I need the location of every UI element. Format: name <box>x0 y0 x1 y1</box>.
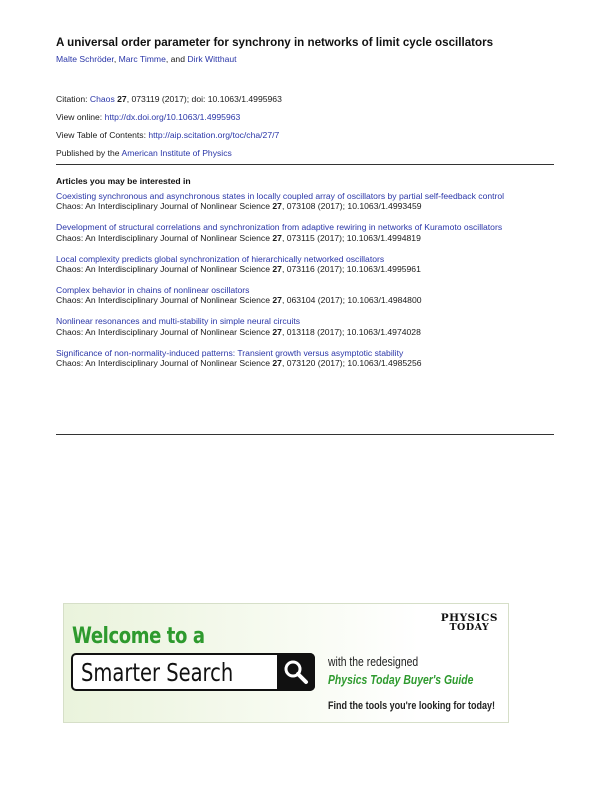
ad-search-box <box>71 653 315 691</box>
author-list <box>56 54 237 64</box>
view-online-label: View online: <box>56 112 105 122</box>
citation-rest: , 073119 (2017); doi: 10.1063/1.4995963 <box>126 94 282 104</box>
related-article <box>56 191 554 212</box>
published-by-line <box>56 144 282 162</box>
physics-today-logo: PHYSICS TODAY <box>440 612 498 633</box>
advertisement-banner[interactable] <box>63 603 509 723</box>
related-article-link[interactable]: Local complexity predicts global synchronization of hierarchically networked oscillators <box>56 253 385 264</box>
related-article <box>56 254 554 275</box>
ad-product-name: Physics Today Buyer's Guide <box>328 672 474 687</box>
citation-line <box>56 90 282 108</box>
ad-tagline: with the redesigned <box>328 654 419 669</box>
related-article-citation: Chaos: An Interdisciplinary Journal of Nonlinear Science 27, 073116 (2017); 10.1063/1.4995961 <box>56 264 421 275</box>
citation-label: Citation: <box>56 94 90 104</box>
ad-search-text: Smarter Search <box>81 658 234 687</box>
view-toc-label: View Table of Contents: <box>56 130 149 140</box>
published-by-label: Published by the <box>56 148 122 158</box>
author-link[interactable]: Dirk Witthaut <box>187 54 237 64</box>
ad-call-to-action: Find the tools you're looking for today! <box>328 700 496 712</box>
article-metadata <box>56 90 282 162</box>
related-article-citation: Chaos: An Interdisciplinary Journal of Nonlinear Science 27, 073120 (2017); 10.1063/1.4985256 <box>56 357 422 368</box>
citation-volume: 27 <box>117 94 127 104</box>
related-articles-heading: Articles you may be interested in <box>56 176 191 186</box>
divider <box>56 434 554 435</box>
divider <box>56 164 554 165</box>
related-article <box>56 222 554 243</box>
related-article <box>56 316 554 337</box>
view-toc-line <box>56 126 282 144</box>
author-separator: , <box>113 54 119 64</box>
paper-title: A universal order parameter for synchrony in networks of limit cycle oscillators <box>56 36 494 49</box>
related-article-link[interactable]: Nonlinear resonances and multi-stability in simple neural circuits <box>56 316 301 327</box>
related-article-link[interactable]: Development of structural correlations and synchronization from adaptive rewiring in networks of Kuramoto oscillators <box>56 222 503 233</box>
journal-link[interactable]: Chaos <box>89 94 115 104</box>
related-article-citation: Chaos: An Interdisciplinary Journal of Nonlinear Science 27, 013118 (2017); 10.1063/1.4974028 <box>56 326 421 337</box>
magnifier-icon <box>277 653 315 691</box>
related-article-citation: Chaos: An Interdisciplinary Journal of Nonlinear Science 27, 073115 (2017); 10.1063/1.4994819 <box>56 232 421 243</box>
publisher-link[interactable]: American Institute of Physics <box>121 148 232 158</box>
related-article <box>56 285 554 306</box>
author-link[interactable]: Marc Timme <box>118 54 166 64</box>
related-article-link[interactable]: Complex behavior in chains of nonlinear oscillators <box>56 284 250 295</box>
related-article-link[interactable]: Significance of non-normality-induced patterns: Transient growth versus asymptotic stability <box>56 347 404 358</box>
related-article-citation: Chaos: An Interdisciplinary Journal of Nonlinear Science 27, 073108 (2017); 10.1063/1.4993459 <box>56 201 422 212</box>
doi-link[interactable]: http://dx.doi.org/10.1063/1.4995963 <box>104 112 241 122</box>
view-online-line <box>56 108 282 126</box>
related-article <box>56 348 554 369</box>
related-article-citation: Chaos: An Interdisciplinary Journal of Nonlinear Science 27, 063104 (2017); 10.1063/1.4984800 <box>56 295 422 306</box>
related-articles-list <box>56 191 554 379</box>
author-link[interactable]: Malte Schröder <box>56 54 114 64</box>
author-separator: , and <box>165 54 188 64</box>
toc-link[interactable]: http://aip.scitation.org/toc/cha/27/7 <box>148 130 280 140</box>
related-article-link[interactable]: Coexisting synchronous and asynchronous states in locally coupled array of oscillators by partial self-feedback control <box>56 191 505 201</box>
ad-headline: Welcome to a <box>72 624 205 649</box>
